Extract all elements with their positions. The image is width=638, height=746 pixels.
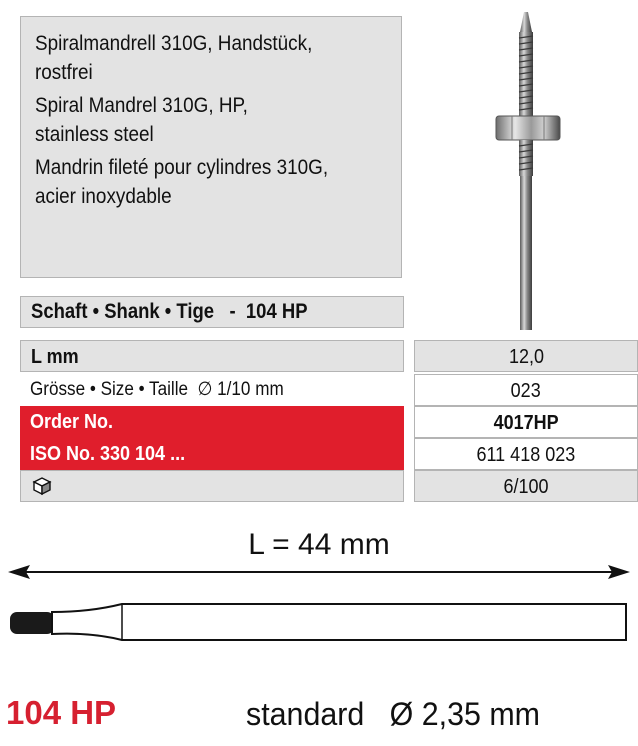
order-label-cell [20,406,404,438]
description-fr: Mandrin fileté pour cylindres 310G, acier inoxydable [35,156,329,208]
description-panel [20,16,402,278]
shank-label: Schaft • Shank • Tige - 104 HP [31,300,308,323]
size-value: 023 [510,380,542,402]
standard-diameter: standard Ø 2,35 mm [246,696,540,732]
product-code: 104 HP [6,694,117,731]
pack-value-cell [414,470,638,502]
package-icon [31,476,53,496]
length-value-cell [414,340,638,372]
iso-value-cell [414,438,638,470]
length-value: 12,0 [508,346,544,368]
description-en: Spiral Mandrel 310G, HP, stainless steel [35,94,248,146]
size-label: Grösse • Size • Taille ∅ 1/10 mm [30,379,284,400]
shank-header [20,296,404,328]
pack-label-cell [20,470,404,502]
bur-drawing [0,598,638,648]
order-label: Order No. [30,411,114,433]
size-label-cell [20,374,404,406]
order-number: 4017HP [493,412,559,434]
iso-label: ISO No. 330 104 ... [30,443,186,465]
iso-number: 611 418 023 [476,444,576,466]
table-row-pack [20,470,638,502]
table-row-size [20,374,638,406]
size-value-cell [414,374,638,406]
dimension-arrow [0,560,638,584]
table-row-order [20,406,638,438]
pack-value: 6/100 [503,476,549,498]
order-value-cell [414,406,638,438]
table-row-length [20,340,638,372]
length-label: L mm [31,346,79,368]
length-label-cell [20,340,404,372]
iso-label-cell [20,438,404,470]
mandrel-image [470,6,590,332]
description-de: Spiralmandrell 310G, Handstück, rostfrei [35,32,313,84]
table-row-iso [20,438,638,470]
length-dimension: L = 44 mm [248,528,390,561]
